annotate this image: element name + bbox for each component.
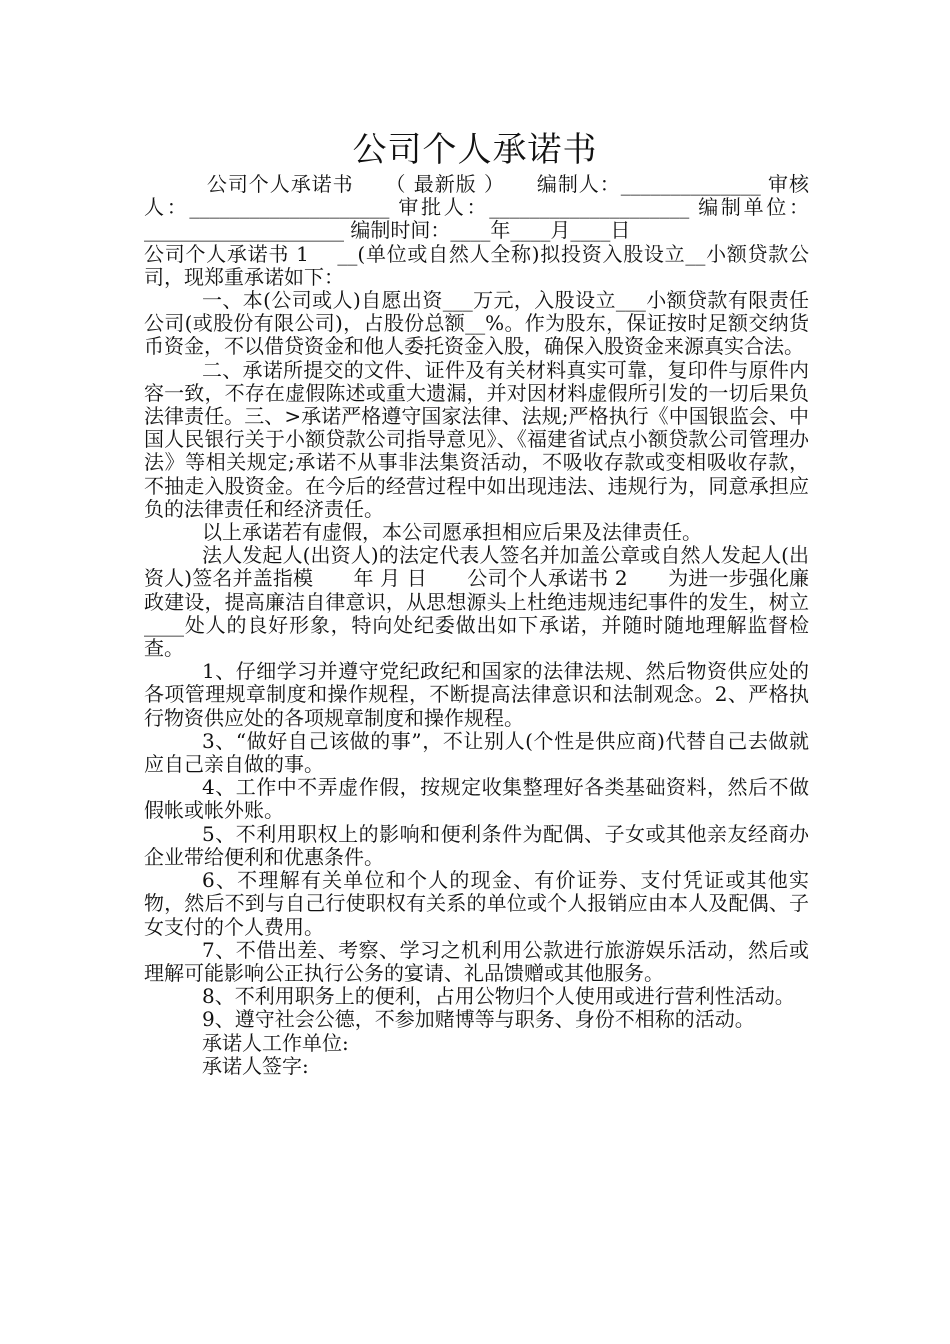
signature-line: 承诺人签字: [202,1053,309,1078]
paragraph-8: 5、不利用职权上的影响和便利条件为配偶、子女或其他亲友经商办企业带给便利和优惠条件。 [144,821,809,869]
document-body [144,173,809,1078]
work-unit-line: 承诺人工作单位: [202,1030,349,1055]
paragraph-3: 以上承诺若有虚假，本公司愿承担相应后果及法律责任。 [202,520,702,545]
paragraph-7: 4、工作中不弄虚作假，按规定收集整理好各类基础资料，然后不做假帐或帐外账。 [144,775,809,823]
paragraph-9: 6、不理解有关单位和个人的现金、有价证券、支付凭证或其他实物，然后不到与自己行使职权有关系的单位或个人报销应由本人及配偶、子女支付的个人费用。 [144,868,809,939]
paragraph-intro: 公司个人承诺书 1 __(单位或自然人全称)拟投资入股设立__小额贷款公司，现郑重承诺如下： [144,241,809,289]
paragraph-4: 法人发起人(出资人)的法定代表人签名并加盖公章或自然人发起人(出资人)签名并盖指模 年 月 日 公司个人承诺书 2 为进一步强化廉政建设，提高廉洁自律意识，从思想源头上杜绝违规违纪事件的发生，树立____处人的良好形象，特向处纪委做出如下承诺，并随时随地理解监督检查。 [144,543,809,661]
paragraph-1: 一、本(公司或人)自愿出资___万元，入股设立___小额贷款有限责任公司(或股份有限公司)，占股份总额__%。作为股东，保证按时足额交纳货币资金，不以借贷资金和他人委托资金入股，确保入股资金来源真实合法。 [144,288,809,359]
paragraph-10: 7、不借出差、考察、学习之机利用公款进行旅游娱乐活动，然后或理解可能影响公正执行公务的宴请、礼品馈赠或其他服务。 [144,937,809,985]
paragraph-11: 8、不利用职务上的便利，占用公物归个人使用或进行营利性活动。 [202,984,795,1009]
header-info: 公司个人承诺书 （ 最新版 ） 编制人：______________ 审核人：____________________ 审批人：____________________ 编制单位：____________________ 编制时间：____年____月____日 [144,172,809,243]
document-title: 公司个人承诺书 [352,130,598,170]
paragraph-12: 9、遵守社会公德，不参加赌博等与职务、身份不相称的活动。 [202,1007,755,1032]
paragraph-5: 1、仔细学习并遵守党纪政纪和国家的法律法规、然后物资供应处的各项管理规章制度和操作规程，不断提高法律意识和法制观念。2、严格执行物资供应处的各项规章制度和操作规程。 [144,659,809,730]
paragraph-6: 3、“做好自己该做的事”，不让别人(个性是供应商)代替自己去做就应自己亲自做的事。 [144,728,809,777]
paragraph-2: 二、承诺所提交的文件、证件及有关材料真实可靠，复印件与原件内容一致，不存在虚假陈述或重大遗漏，并对因材料虚假所引发的一切后果负法律责任。三、>承诺严格遵守国家法律、法规;严格执行《中国银监会、中国人民银行关于小额贷款公司指导意见》、《福建省试点小额贷款公司管理办法》等相关规定;承诺不从事非法集资活动，不吸收存款或变相吸收存款，不抽走入股资金。在今后的经营过程中如出现违法、违规行为，同意承担应负的法律责任和经济责任。 [144,357,809,521]
